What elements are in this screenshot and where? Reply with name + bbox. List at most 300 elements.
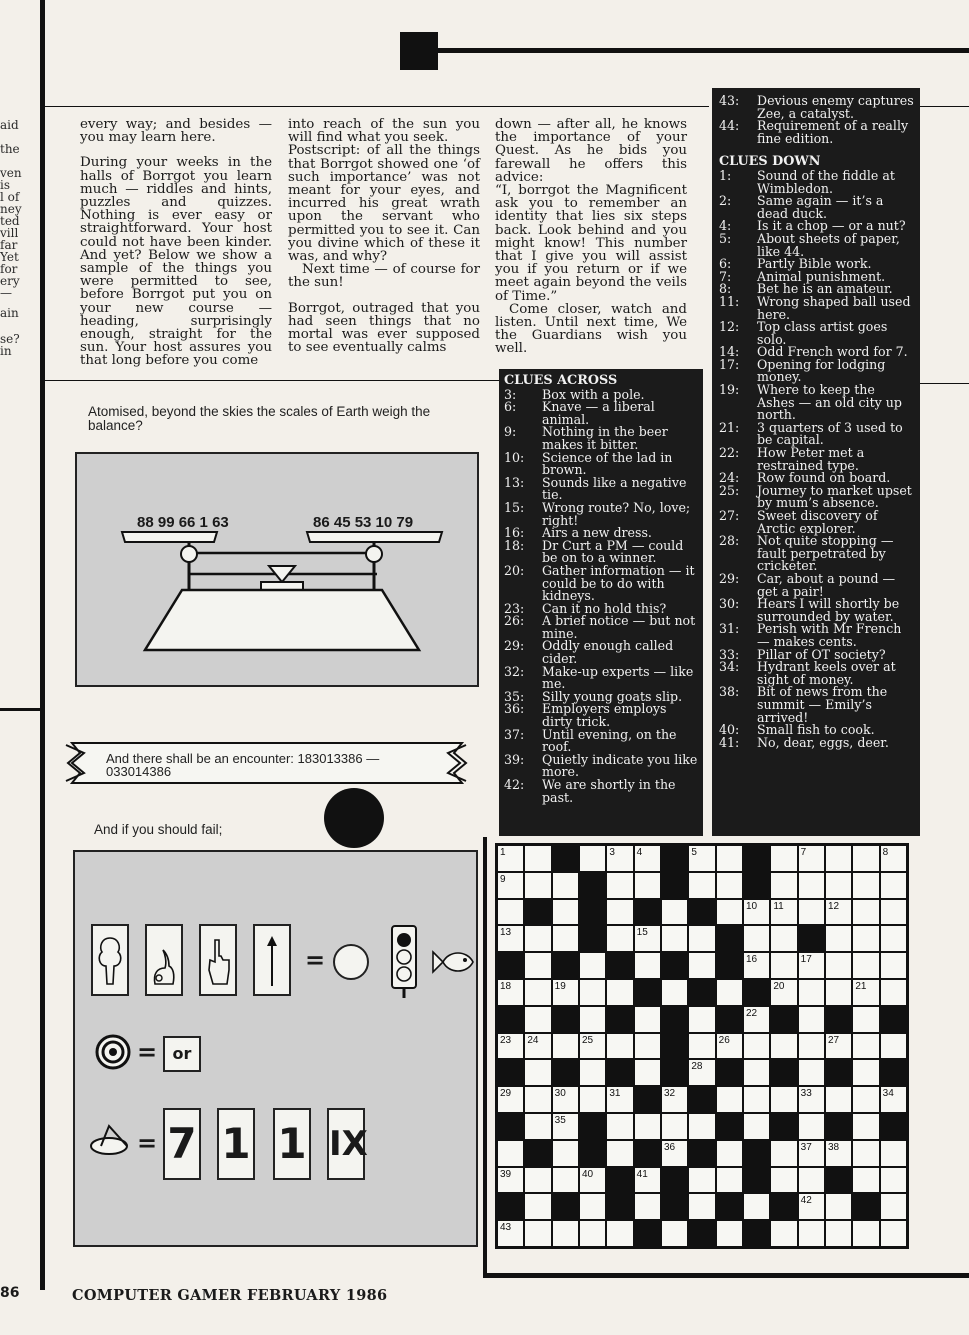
grid-cell[interactable] xyxy=(525,1034,550,1059)
grid-cell[interactable] xyxy=(580,1034,605,1059)
grid-cell[interactable] xyxy=(525,1168,550,1193)
grid-cell[interactable] xyxy=(498,1221,523,1246)
grid-cell[interactable] xyxy=(607,1141,632,1166)
grid-cell[interactable] xyxy=(853,1034,878,1059)
grid-cell[interactable] xyxy=(525,926,550,951)
clue-text: Sound of the fiddle at Wimbledon. xyxy=(757,167,895,196)
grid-cell[interactable] xyxy=(553,900,578,925)
grid-cell[interactable] xyxy=(553,980,578,1005)
clue-item xyxy=(504,703,698,728)
grid-cell[interactable] xyxy=(771,1087,796,1112)
grid-cell[interactable] xyxy=(826,980,851,1005)
clue-item xyxy=(504,640,698,665)
clue-number: 32: xyxy=(504,663,525,679)
grid-cell[interactable] xyxy=(662,900,687,925)
grid-cell[interactable] xyxy=(826,1221,851,1246)
grid-cell[interactable] xyxy=(689,926,714,951)
grid-cell[interactable] xyxy=(580,980,605,1005)
grid-cell[interactable] xyxy=(799,1141,824,1166)
article-paragraph: During your weeks in the halls of Borrgot you learn much — riddles and hints, puzzles and quizzes. Nothing is ever easy or straightforward. Your host could not have been kinder. And yet? Below we show a sample of the things you were permitted to see, before Borrgot put you on your new course — heading, surprisingly enough, straight for the sun. Your host assures you that long before you come xyxy=(80,155,272,369)
clue-number: 16: xyxy=(504,525,525,541)
previous-page-text-fragment: aid xyxy=(0,118,19,132)
number-card: 1 xyxy=(217,1108,255,1180)
clue-number: 6: xyxy=(504,399,517,415)
grid-cell[interactable] xyxy=(498,1141,523,1166)
grid-cell[interactable] xyxy=(607,846,632,871)
crossword-grid xyxy=(495,843,909,1249)
clue-text: Bit of news from the summit — Emily’s arrived! xyxy=(757,684,888,725)
clue-item xyxy=(719,230,914,259)
grid-cell[interactable] xyxy=(580,1007,605,1032)
clue-number: 15: xyxy=(504,499,525,515)
grid-cell[interactable] xyxy=(881,1168,906,1193)
grid-cell[interactable] xyxy=(881,1221,906,1246)
grid-cell[interactable] xyxy=(498,926,523,951)
page-gutter-rule xyxy=(40,0,45,1290)
grid-cell[interactable] xyxy=(498,1168,523,1193)
mid-rule-right xyxy=(920,383,969,384)
grid-cell[interactable] xyxy=(826,1087,851,1112)
grid-cell[interactable] xyxy=(881,900,906,925)
grid-cell-number: 42 xyxy=(800,1195,812,1207)
clue-text: Gather information — it could be to do with kidneys. xyxy=(542,562,695,604)
grid-cell[interactable] xyxy=(853,1007,878,1032)
grid-cell[interactable] xyxy=(635,1114,660,1139)
clue-item xyxy=(504,726,698,755)
grid-cell[interactable] xyxy=(853,980,878,1005)
grid-cell[interactable] xyxy=(881,1034,906,1059)
grid-cell[interactable] xyxy=(881,846,906,871)
grid-cell[interactable] xyxy=(799,1194,824,1219)
grid-cell[interactable] xyxy=(662,1221,687,1246)
equals-sign: = xyxy=(305,946,326,974)
clue-text: Knave — a liberal animal. xyxy=(542,399,655,427)
grid-cell[interactable] xyxy=(580,953,605,978)
previous-page-text-fragment: for xyxy=(0,262,18,276)
article-column-2 xyxy=(288,118,480,366)
clue-item xyxy=(504,751,698,780)
clue-number: 21: xyxy=(719,419,740,435)
clue-text: Perish with Mr French — makes cents. xyxy=(757,621,902,649)
grid-cell[interactable] xyxy=(771,1141,796,1166)
grid-cell[interactable] xyxy=(717,1141,742,1166)
clue-text: A brief notice — but not mine. xyxy=(542,613,696,641)
grid-cell[interactable] xyxy=(826,926,851,951)
grid-cell-number: 38 xyxy=(828,1141,840,1153)
grid-cell[interactable] xyxy=(881,1194,906,1219)
grid-cell[interactable] xyxy=(771,980,796,1005)
number-card: 7 xyxy=(163,1108,201,1180)
grid-cell[interactable] xyxy=(689,1060,714,1085)
grid-cell-number: 34 xyxy=(882,1088,894,1100)
grid-cell[interactable] xyxy=(799,1034,824,1059)
grid-cell[interactable] xyxy=(553,1221,578,1246)
clue-item xyxy=(504,426,698,451)
top-rule xyxy=(44,106,709,107)
grid-cell-number: 7 xyxy=(800,847,807,858)
grid-cell-number: 39 xyxy=(500,1168,512,1180)
grid-cell[interactable] xyxy=(826,873,851,898)
clue-text: Box with a pole. xyxy=(542,386,645,402)
grid-cell-number: 24 xyxy=(527,1034,539,1046)
clue-item xyxy=(504,615,698,640)
grid-cell[interactable] xyxy=(553,1114,578,1139)
clue-item xyxy=(504,779,698,804)
grid-cell[interactable] xyxy=(717,900,742,925)
clue-number: 19: xyxy=(719,382,740,398)
grid-cell[interactable] xyxy=(853,846,878,871)
grid-cell-number: 26 xyxy=(718,1034,730,1046)
grid-cell[interactable] xyxy=(717,1168,742,1193)
clues-down-list xyxy=(719,167,914,750)
previous-page-text-fragment: — xyxy=(0,286,12,300)
clue-number: 44: xyxy=(719,118,740,134)
grid-cell[interactable] xyxy=(662,980,687,1005)
clue-item xyxy=(719,535,914,573)
grid-cell[interactable] xyxy=(525,846,550,871)
grid-cell[interactable] xyxy=(525,980,550,1005)
grid-cell[interactable] xyxy=(553,873,578,898)
grid-cell[interactable] xyxy=(853,1060,878,1085)
fish-icon xyxy=(431,948,475,976)
clue-text: About sheets of paper, like 44. xyxy=(757,230,900,259)
grid-cell[interactable] xyxy=(580,1087,605,1112)
clue-item xyxy=(719,195,914,220)
grid-cell-number: 20 xyxy=(773,981,785,992)
grid-cell[interactable] xyxy=(635,873,660,898)
grid-cell[interactable] xyxy=(580,1221,605,1246)
grid-cell[interactable] xyxy=(525,873,550,898)
clue-text: Same again — it’s a dead duck. xyxy=(757,193,884,221)
grid-cell-number: 27 xyxy=(828,1034,840,1046)
grid-cell[interactable] xyxy=(881,926,906,951)
clue-number: 10: xyxy=(504,449,525,465)
grid-cell[interactable] xyxy=(744,1034,769,1059)
grid-cell[interactable] xyxy=(635,846,660,871)
grid-cell[interactable] xyxy=(553,1168,578,1193)
grid-cell[interactable] xyxy=(580,1194,605,1219)
grid-cell[interactable] xyxy=(853,926,878,951)
grid-cell[interactable] xyxy=(853,900,878,925)
grid-cell[interactable] xyxy=(771,1034,796,1059)
clue-text: Until evening, on the roof. xyxy=(542,726,677,755)
clue-number: 22: xyxy=(719,445,740,461)
grid-cell[interactable] xyxy=(498,980,523,1005)
previous-page-text-fragment: the xyxy=(0,142,20,156)
grid-cell[interactable] xyxy=(525,1114,550,1139)
clues-top-list xyxy=(719,95,914,145)
grid-cell[interactable] xyxy=(525,1007,550,1032)
grid-cell[interactable] xyxy=(799,900,824,925)
grid-cell[interactable] xyxy=(580,1168,605,1193)
grid-cell[interactable] xyxy=(635,1194,660,1219)
clue-number: 26: xyxy=(504,613,525,629)
clue-text: Wrong shaped ball used here. xyxy=(757,293,911,322)
article-paragraph: down — after all, he knows the importance of your Quest. As he bids you farewall he offers this advice: xyxy=(495,117,687,185)
grid-cell[interactable] xyxy=(607,1034,632,1059)
grid-cell[interactable] xyxy=(853,1087,878,1112)
grid-cell[interactable] xyxy=(744,1007,769,1032)
grid-cell-number: 22 xyxy=(746,1007,758,1019)
clue-text: Nothing in the beer makes it bitter. xyxy=(542,424,668,452)
grid-cell-number: 13 xyxy=(500,927,512,939)
grid-cell[interactable] xyxy=(744,953,769,978)
clue-text: Not quite stopping — fault perpetrated by cricketer. xyxy=(757,533,894,574)
grid-cell[interactable] xyxy=(799,1087,824,1112)
grid-cell[interactable] xyxy=(881,980,906,1005)
clue-number: 34: xyxy=(719,659,740,675)
clue-item xyxy=(719,734,914,750)
symbols-panel xyxy=(73,850,478,1247)
grid-cell[interactable] xyxy=(689,846,714,871)
grid-cell-number: 18 xyxy=(500,981,512,992)
grid-cell[interactable] xyxy=(717,873,742,898)
grid-cell[interactable] xyxy=(525,953,550,978)
article-paragraph: Next time — of course for the sun! xyxy=(288,262,480,291)
clue-number: 18: xyxy=(504,537,525,553)
grid-cell-number: 29 xyxy=(500,1088,512,1100)
clue-text: We are shortly in the past. xyxy=(542,777,676,805)
grid-cell[interactable] xyxy=(826,846,851,871)
grid-cell[interactable] xyxy=(853,873,878,898)
grid-cell-number: 25 xyxy=(582,1034,594,1046)
grid-cell[interactable] xyxy=(635,926,660,951)
grid-cell[interactable] xyxy=(799,1114,824,1139)
clue-item xyxy=(719,623,914,648)
grid-cell[interactable] xyxy=(689,1114,714,1139)
grid-cell[interactable] xyxy=(853,1114,878,1139)
grid-cell-number: 16 xyxy=(746,954,758,966)
grid-cell[interactable] xyxy=(799,1168,824,1193)
grid-cell[interactable] xyxy=(635,1168,660,1193)
grid-cell[interactable] xyxy=(771,1168,796,1193)
grid-cell[interactable] xyxy=(607,1221,632,1246)
grid-cell[interactable] xyxy=(553,926,578,951)
grid-cell[interactable] xyxy=(607,1087,632,1112)
grid-cell[interactable] xyxy=(717,846,742,871)
grid-cell[interactable] xyxy=(881,1087,906,1112)
clue-text: Pillar of OT society? xyxy=(757,646,886,662)
grid-cell[interactable] xyxy=(498,846,523,871)
clue-text: Sweet discovery of Arctic explorer. xyxy=(757,508,878,536)
grid-cell[interactable] xyxy=(744,900,769,925)
grid-cell-number: 23 xyxy=(500,1034,512,1046)
previous-page-text-fragment: ney xyxy=(0,202,22,216)
clue-number: 38: xyxy=(719,684,740,700)
grid-cell[interactable] xyxy=(635,953,660,978)
clue-text: Wrong route? No, love; right! xyxy=(542,499,691,528)
grid-cell[interactable] xyxy=(662,1114,687,1139)
grid-cell[interactable] xyxy=(744,1087,769,1112)
clues-down-box xyxy=(712,88,920,836)
grid-cell[interactable] xyxy=(853,1221,878,1246)
previous-page-text-fragment: is xyxy=(0,178,10,192)
clue-item xyxy=(719,447,914,472)
grid-cell[interactable] xyxy=(607,980,632,1005)
grid-cell[interactable] xyxy=(689,1034,714,1059)
grid-cell[interactable] xyxy=(580,1060,605,1085)
grid-cell[interactable] xyxy=(853,1168,878,1193)
clue-number: 37: xyxy=(504,726,525,742)
grid-cell[interactable] xyxy=(826,953,851,978)
previous-page-text-fragment: ery xyxy=(0,274,20,288)
clue-text: Small fish to cook. xyxy=(757,722,875,738)
grid-cell[interactable] xyxy=(717,1087,742,1112)
grid-cell[interactable] xyxy=(635,1060,660,1085)
grid-cell[interactable] xyxy=(799,1007,824,1032)
grid-cell[interactable] xyxy=(771,873,796,898)
clue-text: Sounds like a negative tie. xyxy=(542,474,687,503)
clue-item xyxy=(719,510,914,535)
clue-item xyxy=(719,598,914,623)
header-rule xyxy=(438,48,969,53)
grid-cell[interactable] xyxy=(744,926,769,951)
left-panel-rule xyxy=(0,708,45,711)
rabbit-card-icon xyxy=(145,924,183,996)
clue-number: 40: xyxy=(719,722,740,738)
clue-text: Hydrant keels over at sight of money. xyxy=(757,659,896,687)
clue-text: Dr Curt a PM — could be on to a winner. xyxy=(542,537,684,566)
grid-cell[interactable] xyxy=(607,926,632,951)
clue-item xyxy=(504,449,698,478)
grid-cell[interactable] xyxy=(553,1034,578,1059)
grid-cell[interactable] xyxy=(799,846,824,871)
scale-right-label: 86 45 53 10 79 xyxy=(313,514,414,531)
grid-cell[interactable] xyxy=(607,873,632,898)
grid-cell[interactable] xyxy=(689,873,714,898)
clue-item xyxy=(504,401,698,426)
clue-number: 5: xyxy=(719,230,732,246)
clue-number: 17: xyxy=(719,356,740,372)
grid-cell[interactable] xyxy=(662,1087,687,1112)
grid-cell[interactable] xyxy=(826,900,851,925)
grid-cell[interactable] xyxy=(853,1141,878,1166)
balance-scale-icon xyxy=(77,454,477,685)
grid-cell[interactable] xyxy=(607,900,632,925)
grid-cell-number: 28 xyxy=(691,1061,703,1073)
clue-text: Devious enemy captures Zee, a catalyst. xyxy=(757,93,914,121)
grid-cell[interactable] xyxy=(498,1087,523,1112)
grid-cell[interactable] xyxy=(799,873,824,898)
grid-cell[interactable] xyxy=(853,953,878,978)
grid-cell[interactable] xyxy=(826,1194,851,1219)
grid-cell[interactable] xyxy=(525,1060,550,1085)
clue-number: 11: xyxy=(719,293,740,309)
previous-page-text-fragment: Yet xyxy=(0,250,19,264)
grid-cell[interactable] xyxy=(744,1194,769,1219)
target-icon xyxy=(95,1034,131,1070)
clue-number: 13: xyxy=(504,474,525,490)
grid-cell[interactable] xyxy=(662,926,687,951)
grid-cell[interactable] xyxy=(553,1087,578,1112)
grid-cell[interactable] xyxy=(799,1060,824,1085)
clue-number: 29: xyxy=(504,638,525,654)
grid-cell[interactable] xyxy=(881,953,906,978)
grid-cell[interactable] xyxy=(580,846,605,871)
grid-cell[interactable] xyxy=(744,1060,769,1085)
clue-text: Requirement of a really fine edition. xyxy=(757,118,909,146)
clue-number: 41: xyxy=(719,734,740,750)
grid-cell[interactable] xyxy=(744,1114,769,1139)
grid-cell[interactable] xyxy=(635,1007,660,1032)
clue-number: 30: xyxy=(719,596,740,612)
grid-cell[interactable] xyxy=(771,953,796,978)
grid-cell[interactable] xyxy=(717,1221,742,1246)
grid-cell-number: 19 xyxy=(554,981,566,992)
grid-cell[interactable] xyxy=(771,1221,796,1246)
top-rule-right xyxy=(920,106,969,107)
article-paragraph: into reach of the sun you will find what you seek. xyxy=(288,117,480,146)
article-paragraph: Come closer, watch and listen. Until next time, We the Guardians wish you well. xyxy=(495,301,687,357)
clue-text: Opening for lodging money. xyxy=(757,356,886,385)
grid-cell[interactable] xyxy=(498,1034,523,1059)
grid-cell[interactable] xyxy=(826,1141,851,1166)
grid-cell[interactable] xyxy=(881,1141,906,1166)
clue-number: 31: xyxy=(719,621,740,637)
clue-item xyxy=(719,419,914,448)
article-paragraph: “I, borrgot the Magnificent ask you to remember an identity that lies six steps back. Look behind and you might know! This number that I give you will assist you if you return or if we meet again beyond the veils of Time.” xyxy=(495,183,687,304)
grid-cell[interactable] xyxy=(771,846,796,871)
grid-cell[interactable] xyxy=(498,873,523,898)
grid-cell[interactable] xyxy=(799,1221,824,1246)
traffic-light-icon xyxy=(388,924,420,1000)
grid-cell[interactable] xyxy=(607,1114,632,1139)
grid-cell[interactable] xyxy=(553,1141,578,1166)
grid-cell[interactable] xyxy=(635,1034,660,1059)
grid-cell[interactable] xyxy=(662,1141,687,1166)
grid-cell[interactable] xyxy=(689,1168,714,1193)
grid-cell[interactable] xyxy=(717,1034,742,1059)
grid-cell-number: 36 xyxy=(664,1141,676,1153)
grid-cell[interactable] xyxy=(689,1194,714,1219)
previous-page-text-fragment: vill xyxy=(0,226,19,240)
grid-cell[interactable] xyxy=(525,1221,550,1246)
grid-cell[interactable] xyxy=(799,980,824,1005)
equals-sign: = xyxy=(137,1129,158,1157)
grid-cell[interactable] xyxy=(826,1034,851,1059)
number-card: IX xyxy=(327,1108,365,1180)
fail-text: And if you should fail; xyxy=(94,822,223,837)
grid-cell[interactable] xyxy=(799,953,824,978)
grid-cell[interactable] xyxy=(881,873,906,898)
clue-number: 36: xyxy=(504,701,525,717)
clue-item xyxy=(504,663,698,692)
clue-item xyxy=(719,384,914,422)
clue-text: Odd French word for 7. xyxy=(757,344,908,360)
grid-cell[interactable] xyxy=(771,900,796,925)
encounter-text: And there shall be an encounter: 183013386 — 033014386 xyxy=(106,751,380,779)
header-block xyxy=(400,32,438,70)
mid-rule xyxy=(44,380,499,381)
grid-cell[interactable] xyxy=(717,980,742,1005)
clue-item xyxy=(719,661,914,686)
clue-text: Can it no hold this? xyxy=(542,600,667,616)
clue-text: Science of the lad in brown. xyxy=(542,449,673,478)
grid-cell-number: 17 xyxy=(800,954,812,966)
grid-cell[interactable] xyxy=(689,953,714,978)
clue-item xyxy=(504,562,698,604)
clue-number: 33: xyxy=(719,646,740,662)
grid-cell[interactable] xyxy=(525,1194,550,1219)
grid-cell[interactable] xyxy=(525,1087,550,1112)
grid-cell[interactable] xyxy=(771,926,796,951)
clue-item xyxy=(719,686,914,724)
grid-cell[interactable] xyxy=(689,1007,714,1032)
clue-number: 20: xyxy=(504,562,525,578)
clue-number: 12: xyxy=(719,319,740,335)
grid-cell[interactable] xyxy=(498,900,523,925)
clue-item xyxy=(719,356,914,385)
